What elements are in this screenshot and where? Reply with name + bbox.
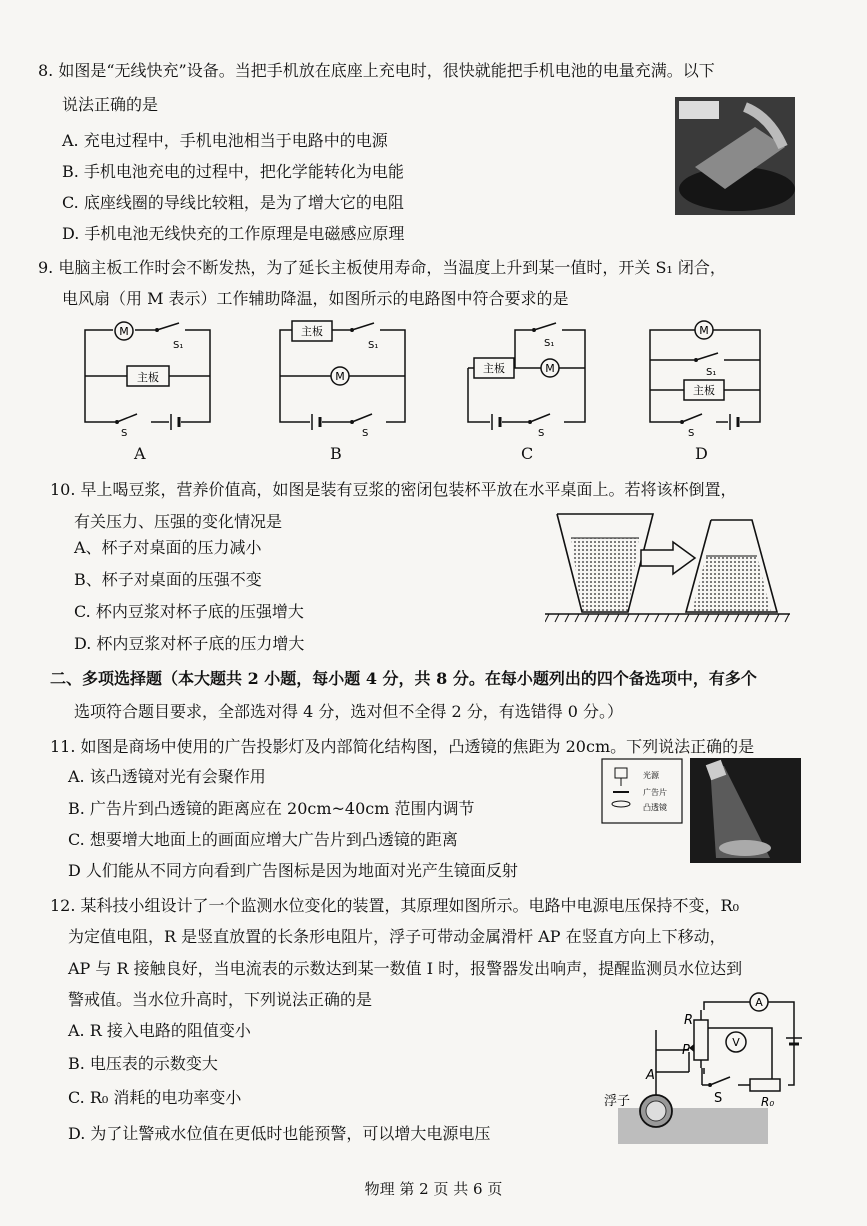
q12-option-b: B. 电压表的示数变大 <box>68 1054 218 1073</box>
section2-line2: 选项符合题目要求，全部选对得 4 分，选对但不全得 2 分，有选错得 0 分。） <box>74 702 624 721</box>
circuit-c <box>460 318 605 438</box>
projector-photo <box>690 758 801 863</box>
projector-schematic <box>601 758 683 824</box>
r-label: R <box>684 1013 694 1028</box>
q12-option-c: C. R₀ 消耗的电功率变小 <box>68 1088 242 1107</box>
s1-c-label: S₁ <box>544 338 555 349</box>
circuit-c-label: C <box>521 444 534 463</box>
circuit-d <box>640 318 770 438</box>
p-label: P <box>682 1043 690 1058</box>
board-d-label: 主板 <box>693 384 715 397</box>
q10-stem-line1: 10. 早上喝豆浆，营养价值高，如图是装有豆浆的密闭包装杯平放在水平桌面上。若将该杯倒置， <box>50 480 737 499</box>
s-a-label: S <box>121 428 128 438</box>
float-label: 浮子 <box>604 1094 631 1109</box>
slide-label: 广告片 <box>643 788 667 797</box>
s-b-label: S <box>362 428 369 438</box>
q11-option-a: A. 该凸透镜对光有会聚作用 <box>68 767 266 786</box>
circuit-b-label: B <box>330 444 342 463</box>
wireless-charger-photo <box>675 97 795 215</box>
lens-label: 凸透镜 <box>643 803 667 812</box>
q11-option-c: C. 想要增大地面上的画面应增大广告片到凸透镜的距离 <box>68 830 458 849</box>
q8-option-d: D. 手机电池无线快充的工作原理是电磁感应原理 <box>62 224 405 243</box>
q9-stem-line2: 电风扇（用 M 表示）工作辅助降温，如图所示的电路图中符合要求的是 <box>62 289 569 308</box>
board-a-label: 主板 <box>137 371 159 384</box>
ammeter-label: A <box>755 996 763 1009</box>
q12-option-a: A. R 接入电路的阻值变小 <box>68 1021 251 1040</box>
q12-stem-line3: AP 与 R 接触良好，当电流表的示数达到某一数值 I 时，报警器发出响声，提醒监测员水位达到 <box>68 959 743 978</box>
motor-a-label: M <box>119 325 129 338</box>
q12-stem-line2: 为定值电阻，R 是竖直放置的长条形电阻片，浮子可带动金属滑杆 AP 在竖直方向上下移动， <box>68 927 726 946</box>
s-d-label: S <box>688 428 695 438</box>
q8-stem-line2: 说法正确的是 <box>62 95 159 114</box>
q8-stem-line1: 8. 如图是“无线快充”设备。当把手机放在底座上充电时，很快就能把手机电池的电量充满。以下 <box>38 61 715 80</box>
circuit-d-label: D <box>695 444 708 463</box>
r0-label: R₀ <box>761 1095 775 1109</box>
q10-option-c: C. 杯内豆浆对杯子底的压强增大 <box>74 602 304 621</box>
q11-option-b: B. 广告片到凸透镜的距离应在 20cm~40cm 范围内调节 <box>68 799 475 818</box>
cups-figure <box>545 508 790 632</box>
voltmeter-label: V <box>732 1036 740 1049</box>
q12-option-d: D. 为了让警戒水位值在更低时也能预警，可以增大电源电压 <box>68 1124 491 1143</box>
board-c-label: 主板 <box>483 362 505 375</box>
page-footer: 物理 第 2 页 共 6 页 <box>364 1180 503 1198</box>
section2-line1: 二、多项选择题（本大题共 2 小题，每小题 4 分，共 8 分。在每小题列出的四个备选项中，有多个 <box>50 669 757 688</box>
q12-stem-line1: 12. 某科技小组设计了一个监测水位变化的装置，其原理如图所示。电路中电源电压保持不变，R₀ <box>50 896 739 915</box>
s1-a-label: S₁ <box>173 340 184 351</box>
board-b-label: 主板 <box>301 325 323 338</box>
q9-stem-line1: 9. 电脑主板工作时会不断发热，为了延长主板使用寿命，当温度上升到某一值时，开关 S₁ 闭合， <box>38 258 726 277</box>
q8-option-c: C. 底座线圈的导线比较粗，是为了增大它的电阻 <box>62 193 404 212</box>
circuit-b <box>270 318 415 438</box>
q12-stem-line4: 警戒值。当水位升高时，下列说法正确的是 <box>68 990 373 1009</box>
q8-option-b: B. 手机电池充电的过程中，把化学能转化为电能 <box>62 162 404 181</box>
a-slider-label: A <box>646 1068 655 1083</box>
q10-option-d: D. 杯内豆浆对杯子底的压力增大 <box>74 634 305 653</box>
q10-stem-line2: 有关压力、压强的变化情况是 <box>74 512 283 531</box>
motor-c-label: M <box>545 362 555 375</box>
water-level-circuit <box>604 990 810 1150</box>
circuit-a <box>75 318 220 438</box>
q11-stem: 11. 如图是商场中使用的广告投影灯及内部简化结构图，凸透镜的焦距为 20cm。下列说法正确的是 <box>50 737 755 756</box>
switch-s-label: S <box>714 1091 723 1106</box>
s1-b-label: S₁ <box>368 340 379 351</box>
q11-option-d: D 人们能从不同方向看到广告图标是因为地面对光产生镜面反射 <box>68 861 518 880</box>
q8-option-a: A. 充电过程中，手机电池相当于电路中的电源 <box>62 131 388 150</box>
light-source-label: 光源 <box>643 771 659 780</box>
s1-d-label: S₁ <box>706 367 717 378</box>
s-c-label: S <box>538 428 545 438</box>
q10-option-b: B、杯子对桌面的压强不变 <box>74 570 262 589</box>
motor-b-label: M <box>335 370 345 383</box>
circuit-a-label: A <box>134 444 146 463</box>
motor-d-label: M <box>699 324 709 337</box>
q10-option-a: A、杯子对桌面的压力减小 <box>74 538 262 557</box>
